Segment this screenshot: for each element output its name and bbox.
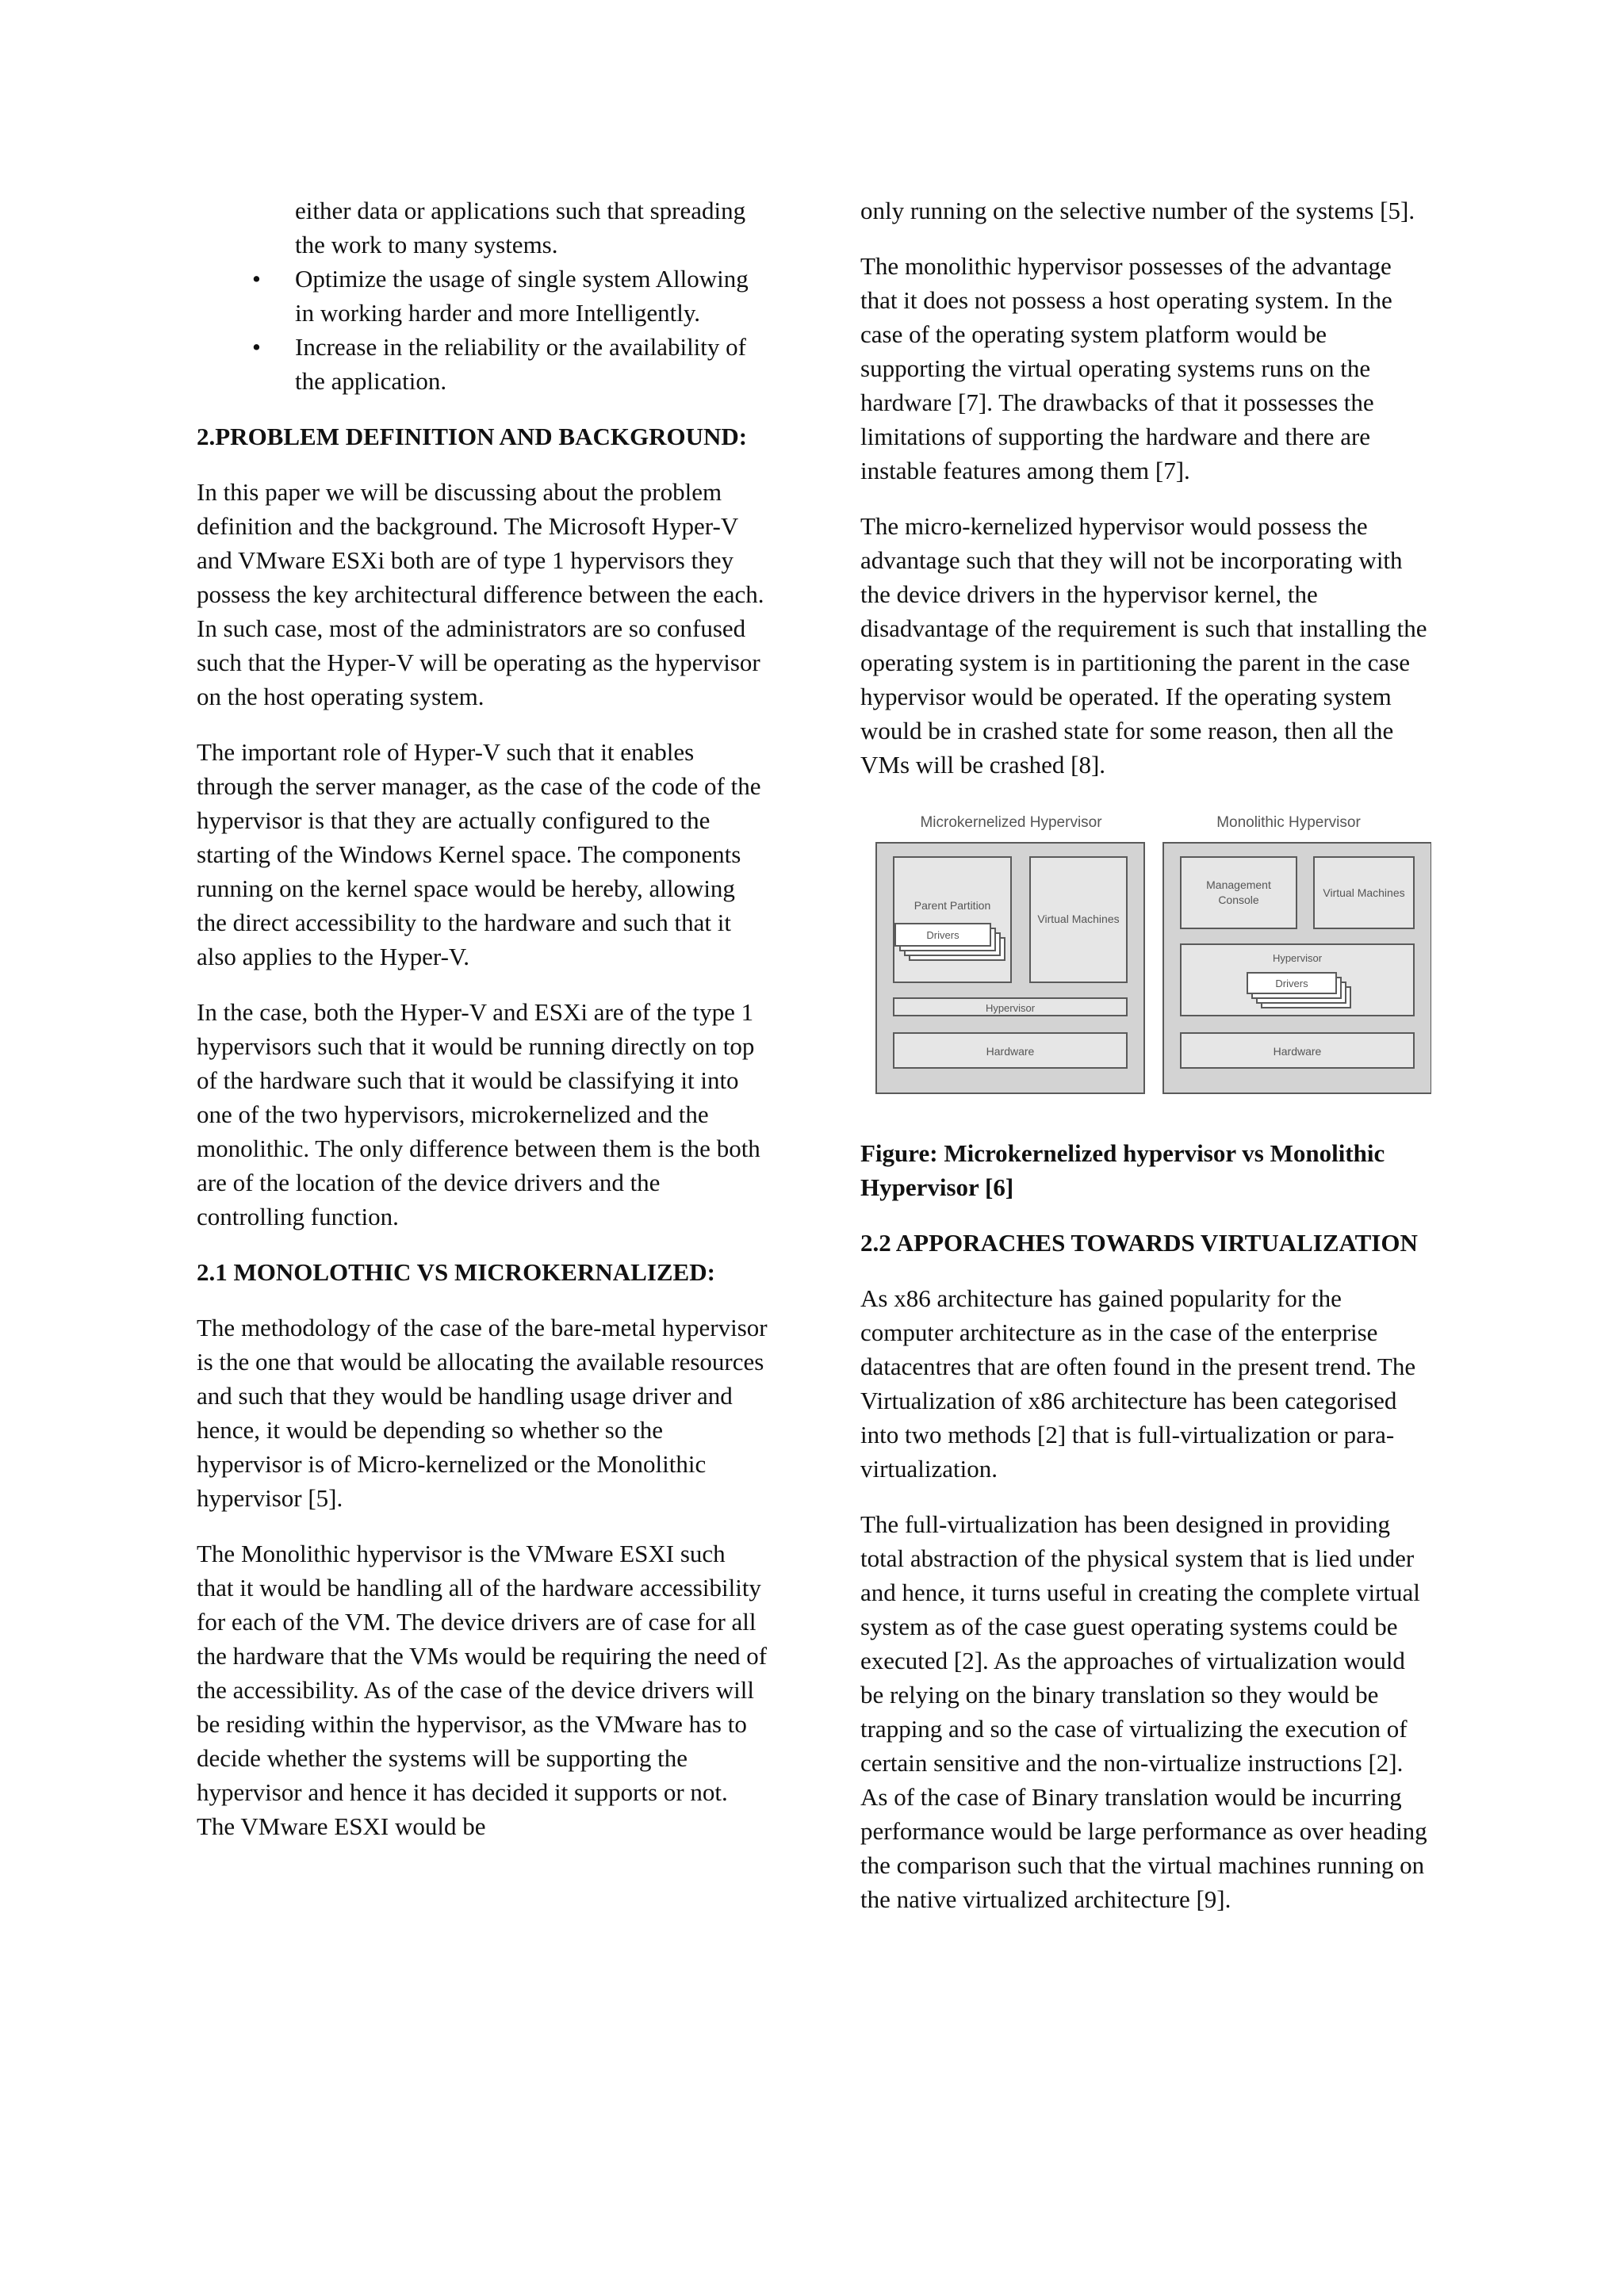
paragraph: The Monolithic hypervisor is the VMware ESXI such that it would be handling all of the hardware accessibility for each of the VM. The device drivers are of case for all the hardware that the VMs would be requiring the need of the accessibility. As of the case of the device drivers will be residing within the hypervisor, as the VMware has to decide whether the systems will be supporting the hypervisor and hence it has decided it supports or not. The VMware ESXI would be (197, 1540, 768, 1840)
mono-management-box (1181, 857, 1297, 928)
bullet-item (197, 262, 768, 330)
paragraph: only running on the selective number of the systems [5]. (860, 197, 1415, 224)
bullet-continuation: either data or applications such that spreading the work to many systems. (295, 197, 746, 258)
section-heading-2-1: 2.1 MONOLOTHIC VS MICROKERNALIZED: (197, 1258, 715, 1286)
bullet-list (197, 262, 768, 398)
micro-parent-partition-label: Parent Partition (914, 899, 991, 912)
section-heading-2-2: 2.2 APPORACHES TOWARDS VIRTUALIZATION (860, 1229, 1418, 1257)
micro-vm-label: Virtual Machines (1037, 913, 1120, 925)
bullet-dot-icon: • (252, 265, 261, 293)
left-column (197, 193, 768, 1865)
paragraph: As x86 architecture has gained popularity for the computer architecture as in the case of the enterprise datacentres that are often found in the present trend. The Virtualization of x86 architecture has been categorised into two methods [2] that is full-virtualization or para-virtualization. (860, 1284, 1416, 1483)
hypervisor-comparison-figure (860, 803, 1431, 1104)
paragraph: In this paper we will be discussing about the problem definition and the background. The Microsoft Hyper-V and VMware ESXi both are of type 1 hypervisors they possess the key architectural difference between the each. In such case, most of the administrators are so confused such that the Hyper-V will be operating as the hypervisor on the host operating system. (197, 478, 764, 710)
mono-hardware-label: Hardware (1273, 1045, 1322, 1058)
paragraph: The micro-kernelized hypervisor would possess the advantage such that they will not be incorporating with the device drivers in the hypervisor kernel, the disadvantage of the requirement is such that installing the operating system is in partitioning the parent in the case hypervisor would be operated. If the operating system would be in crashed state for some reason, then all the VMs will be crashed [8]. (860, 512, 1427, 779)
paragraph: The important role of Hyper-V such that it enables through the server manager, as the case of the code of the hypervisor is that they are actually configured to the starting of the Windows Kernel space. The components running on the kernel space would be hereby, allowing the direct accessibility to the hardware and such that it also applies to the Hyper-V. (197, 738, 761, 970)
figure-caption: Figure: Microkernelized hypervisor vs Monolithic Hypervisor [6] (860, 1139, 1385, 1201)
mono-hypervisor-label: Hypervisor (1272, 952, 1323, 964)
mono-drivers-label: Drivers (1275, 978, 1308, 989)
section-heading-2: 2.PROBLEM DEFINITION AND BACKGROUND: (197, 423, 748, 450)
hypervisor-diagram (860, 803, 1431, 1104)
micro-drivers-label: Drivers (926, 929, 959, 941)
right-column (860, 193, 1431, 1938)
bullet-dot-icon: • (252, 333, 261, 361)
bullet-item (197, 330, 768, 398)
micro-title: Microkernelized Hypervisor (920, 814, 1102, 831)
mono-management-label-line1: Management (1206, 878, 1271, 891)
paragraph: The full-virtualization has been designed in providing total abstraction of the physical system that is lied under and hence, it turns useful in creating the complete virtual system as of the case guest operating systems could be executed [2]. As the approaches of virtualization would be relying on the binary translation so they would be trapping and so the case of virtualizing the execution of certain sensitive and the non-virtualize instructions [2]. As of the case of Binary translation would be incurring performance would be large performance as over heading the comparison such that the virtual machines running on the native virtualized architecture [9]. (860, 1510, 1427, 1913)
mono-vm-label: Virtual Machines (1323, 886, 1405, 899)
mono-management-label-line2: Console (1218, 894, 1259, 906)
bullet-text: Optimize the usage of single system Allowing in working harder and more Intelligently. (295, 265, 749, 327)
mono-title: Monolithic Hypervisor (1216, 814, 1361, 831)
bullet-text: Increase in the reliability or the availability of the application. (295, 333, 746, 395)
micro-hypervisor-label: Hypervisor (985, 1002, 1036, 1014)
paragraph: In the case, both the Hyper-V and ESXi are of the type 1 hypervisors such that it would be running directly on top of the hardware such that it would be classifying it into one of the two hypervisors, microkernelized and the monolithic. The only difference between them is the both are of the location of the device drivers and the controlling function. (197, 998, 760, 1230)
paragraph: The methodology of the case of the bare-metal hypervisor is the one that would be allocating the available resources and such that they would be handling usage driver and hence, it would be depending so whether so the hypervisor is of Micro-kernelized or the Monolithic hypervisor [5]. (197, 1314, 768, 1512)
micro-hardware-label: Hardware (986, 1045, 1035, 1058)
micro-parent-partition-box (894, 857, 1011, 982)
paragraph: The monolithic hypervisor possesses of the advantage that it does not possess a host operating system. In the case of the operating system platform would be supporting the virtual operating systems runs on the hardware [7]. The drawbacks of that it possesses the limitations of supporting the hardware and there are instable features among them [7]. (860, 252, 1392, 484)
